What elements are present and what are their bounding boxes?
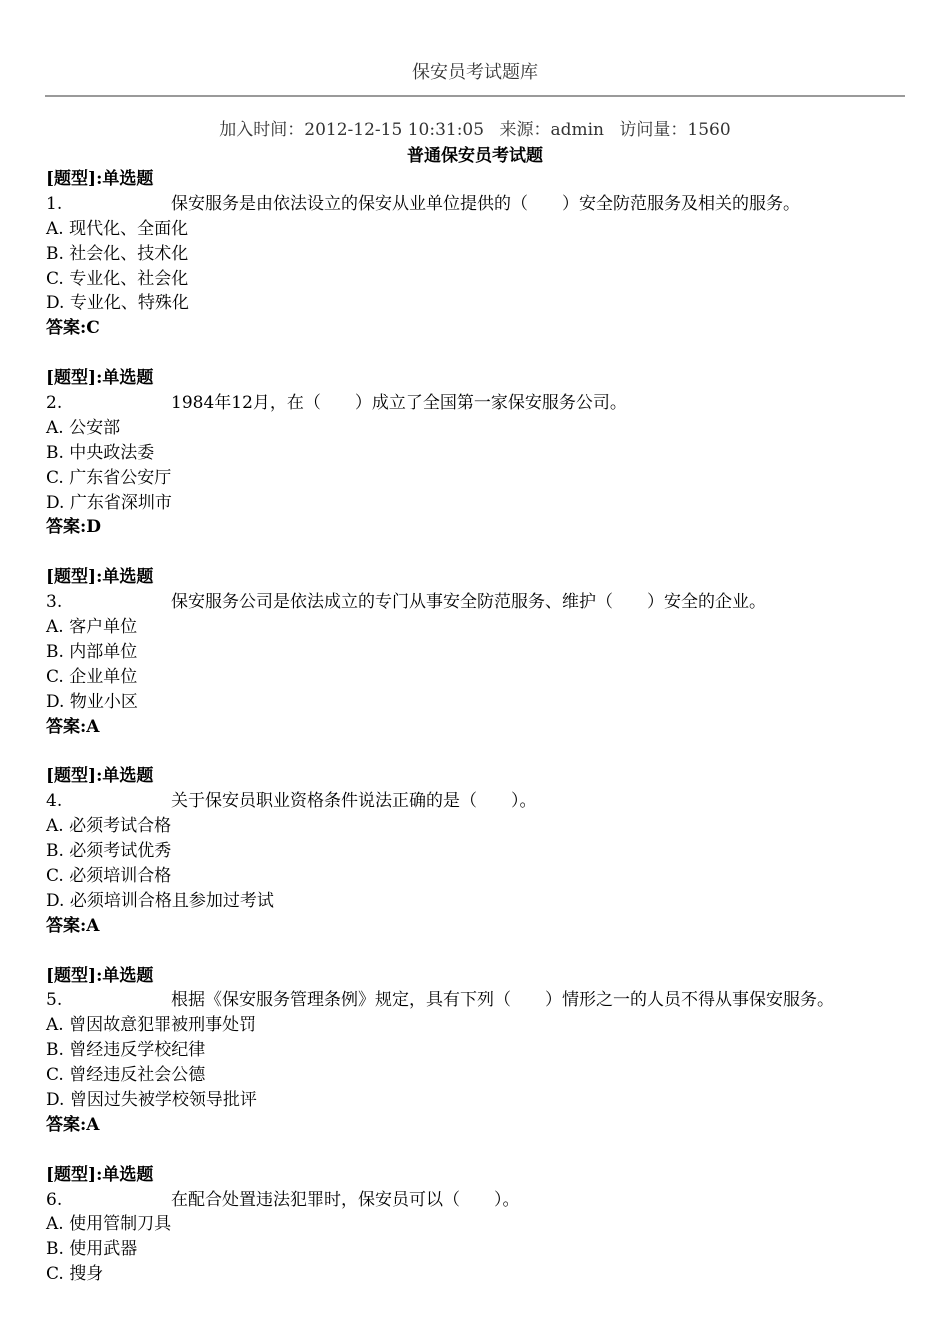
option-c: C. 搜身 <box>46 1264 104 1285</box>
question-type: [题型]:单选题 <box>46 169 154 189</box>
question-type: [题型]:单选题 <box>46 368 154 389</box>
question-list <box>46 167 916 1287</box>
question-4 <box>46 764 916 963</box>
option-c: C. 广东省公安厅 <box>46 467 172 488</box>
question-stem <box>46 1188 916 1213</box>
answer: 答案:A <box>46 915 100 936</box>
question-text: 根据《保安服务管理条例》规定，具有下列（ ）情形之一的人员不得从事保安服务。 <box>171 990 834 1011</box>
page-header: 保安员考试题库 <box>412 62 538 83</box>
header-divider <box>45 95 905 97</box>
question-type: [题型]:单选题 <box>46 567 154 588</box>
option-a: A. 必须考试合格 <box>46 816 172 837</box>
option-d: D. 曾因过失被学校领导批评 <box>46 1089 257 1110</box>
question-3 <box>46 565 916 764</box>
question-6 <box>46 1163 916 1287</box>
question-2 <box>46 366 916 565</box>
spacer <box>46 341 916 366</box>
question-text: 保安服务是由依法设立的保安从业单位提供的（ ）安全防范服务及相关的服务。 <box>171 193 800 214</box>
question-number: 2. <box>46 393 63 414</box>
question-number: 6. <box>46 1189 63 1210</box>
answer: 答案:C <box>46 318 100 339</box>
option-d: D. 广东省深圳市 <box>46 492 172 513</box>
question-text: 关于保安员职业资格条件说法正确的是（ ）。 <box>171 791 537 812</box>
option-b: B. 使用武器 <box>46 1239 138 1260</box>
question-stem <box>46 391 916 416</box>
view-count: 访问量：1560 <box>619 120 731 140</box>
option-c: C. 曾经违反社会公德 <box>46 1065 206 1086</box>
question-number: 3. <box>46 592 63 613</box>
answer: 答案:A <box>46 716 100 737</box>
added-time: 加入时间：2012-12-15 10:31:05 <box>219 120 485 140</box>
option-b: B. 中央政法委 <box>46 442 155 463</box>
spacer <box>46 1138 916 1163</box>
option-c: C. 专业化、社会化 <box>46 268 189 289</box>
question-text: 保安服务公司是依法成立的专门从事安全防范服务、维护（ ）安全的企业。 <box>171 592 766 613</box>
meta-line <box>0 118 950 142</box>
question-stem <box>46 988 916 1013</box>
question-stem <box>46 590 916 615</box>
question-text: 在配合处置违法犯罪时，保安员可以（ ）。 <box>171 1189 520 1210</box>
question-stem <box>46 192 916 217</box>
option-d: D. 物业小区 <box>46 691 138 712</box>
question-1 <box>46 167 916 366</box>
question-number: 4. <box>46 791 63 812</box>
question-type: [题型]:单选题 <box>46 766 154 787</box>
spacer <box>46 939 916 964</box>
question-type: [题型]:单选题 <box>46 965 154 986</box>
option-a: A. 公安部 <box>46 417 121 438</box>
answer: 答案:D <box>46 517 102 538</box>
option-b: B. 必须考试优秀 <box>46 841 172 862</box>
option-d: D. 专业化、特殊化 <box>46 293 189 314</box>
question-type: [题型]:单选题 <box>46 1164 154 1185</box>
answer: 答案:A <box>46 1114 100 1135</box>
option-a: A. 客户单位 <box>46 617 138 638</box>
option-b: B. 曾经违反学校纪律 <box>46 1040 206 1061</box>
option-c: C. 企业单位 <box>46 666 138 687</box>
question-5 <box>46 964 916 1163</box>
question-stem <box>46 789 916 814</box>
spacer <box>46 739 916 764</box>
option-b: B. 社会化、技术化 <box>46 243 189 264</box>
source: 来源：admin <box>499 120 605 140</box>
question-number: 5. <box>46 990 63 1011</box>
option-c: C. 必须培训合格 <box>46 865 172 886</box>
question-number: 1. <box>46 193 63 214</box>
question-text: 1984年12月，在（ ）成立了全国第一家保安服务公司。 <box>171 393 627 414</box>
document-title: 普通保安员考试题 <box>407 146 543 166</box>
option-b: B. 内部单位 <box>46 641 138 662</box>
option-a: A. 使用管制刀具 <box>46 1214 172 1235</box>
spacer <box>46 540 916 565</box>
option-a: A. 曾因故意犯罪被刑事处罚 <box>46 1015 257 1036</box>
option-a: A. 现代化、全面化 <box>46 218 189 239</box>
option-d: D. 必须培训合格且参加过考试 <box>46 890 274 911</box>
